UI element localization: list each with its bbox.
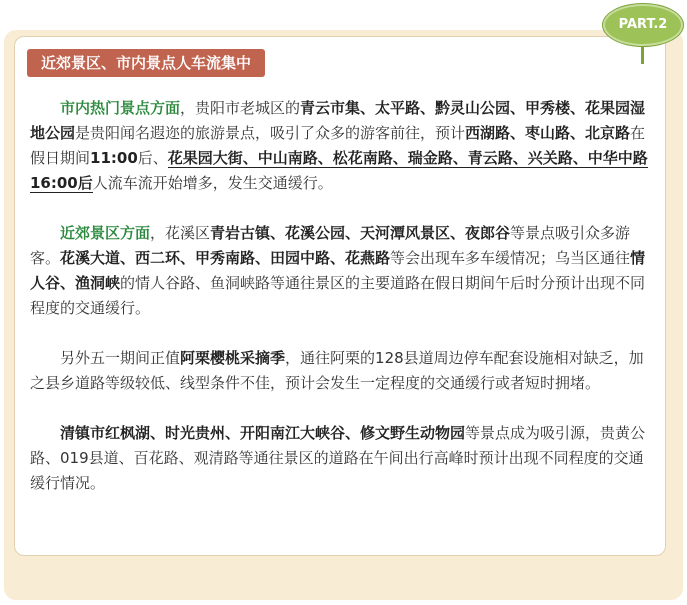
text: 等景点成为吸引源，贵黄公路、019县道、百花路、观清路等通往景区的道路在午间出行高峰时预计出现不同程度的交通缓行情况。 [30,424,646,492]
bold-text: 阿栗樱桃采摘季 [180,349,286,367]
text: 后、 [137,149,168,167]
paragraph-city-attractions [30,96,658,196]
paragraph-cherry-season [30,346,658,396]
paragraph-lead: 市内热门景点方面 [60,99,181,117]
bold-text: 西湖路、枣山路、北京路 [465,124,631,142]
underlined-bold-text: 花果园大街、中山南路、松花南路、瑞金路、青云路、兴关路、中华中路16:00后 [30,149,648,192]
paragraph-lead: 近郊景区方面 [60,224,151,242]
text: 人流车流开始增多，发生交通缓行。 [92,174,333,192]
text: 另外五一期间正值 [60,349,181,367]
bold-text: 清镇市红枫湖、时光贵州、开阳南江大峡谷、修文野生动物园 [60,424,466,442]
text: 是贵阳闻名遐迩的旅游景点，吸引了众多的游客前往，预计 [75,124,466,142]
text: ，花溪区 [150,224,211,242]
text: 等会出现车多车缓情况；乌当区通往 [390,249,631,267]
part-badge: PART.2 [603,4,683,46]
article-body [30,96,658,496]
bold-text: 情人谷、渔洞峡 [30,249,646,292]
text: 在假日期间 [30,124,646,167]
text: 等景点吸引众多游客。 [30,224,631,267]
bold-text: 11:00 [90,149,138,167]
bold-text: 花溪大道、西二环、甲秀南路、田园中路、花燕路 [60,249,391,267]
bold-text: 青云市集、太平路、黔灵山公园、甲秀楼、花果园湿地公园 [30,99,646,142]
text: 的情人谷路、鱼洞峡路等通往景区的主要道路在假日期间午后时分预计出现不同程度的交通缓行。 [30,274,646,317]
paragraph-suburban-scenic [30,221,658,321]
paragraph-other-attractions [30,421,658,496]
section-title: 近郊景区、市内景点人车流集中 [27,49,265,77]
text: ，通往阿栗的128县道周边停车配套设施相对缺乏，加之县乡道路等级较低、线型条件不佳，预计会发生一定程度的交通缓行或者短时拥堵。 [30,349,644,392]
bold-text: 青岩古镇、花溪公园、天河潭风景区、夜郎谷 [210,224,511,242]
text: ，贵阳市老城区的 [180,99,301,117]
